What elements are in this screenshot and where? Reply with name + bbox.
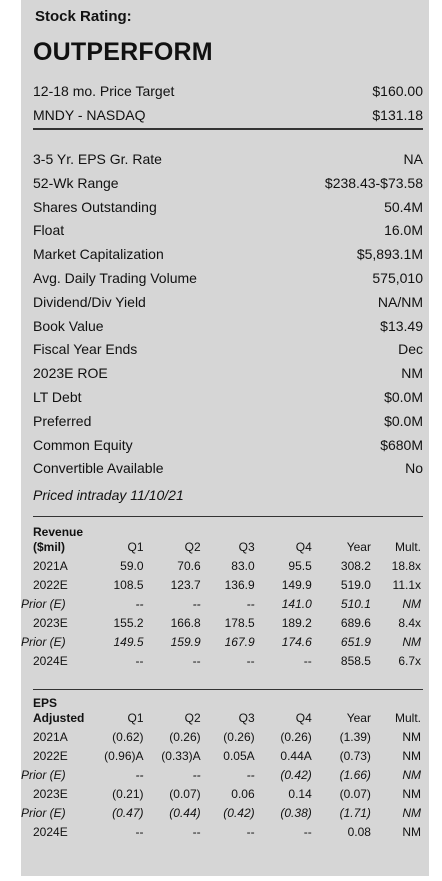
- table-cell: 149.5: [113, 635, 144, 649]
- table-cell: --: [135, 597, 144, 611]
- table-cell: 155.2: [113, 616, 144, 630]
- table-cell: NM: [402, 730, 421, 744]
- stat-row: [33, 148, 423, 170]
- table-cell: (0.38): [280, 806, 312, 820]
- revenue-table: [21, 519, 425, 671]
- table-row: [21, 823, 425, 842]
- row-label: Prior (E): [21, 597, 66, 611]
- table-cell: 189.2: [281, 616, 312, 630]
- stat-label: Common Equity: [33, 436, 133, 453]
- table-cell: --: [192, 654, 201, 668]
- table-cell: 8.4x: [398, 616, 421, 630]
- table-header-row: [21, 519, 425, 557]
- table-cell: --: [303, 654, 312, 668]
- column-header: Q4: [295, 711, 312, 725]
- table-title-line: Adjusted: [33, 711, 85, 725]
- stat-label: Convertible Available: [33, 460, 164, 477]
- stat-value: NA/NM: [377, 293, 423, 310]
- stat-value: $0.0M: [384, 389, 423, 405]
- table-cell: (0.73): [339, 749, 371, 763]
- stat-row: [33, 196, 423, 218]
- table-cell: 858.5: [340, 654, 371, 668]
- stat-row: [33, 267, 423, 289]
- stat-value: $13.49: [380, 317, 423, 334]
- table-cell: 18.8x: [391, 559, 421, 573]
- row-label: 2024E: [33, 825, 68, 839]
- table-cell: 141.0: [281, 597, 312, 611]
- column-header: Q1: [127, 711, 144, 725]
- table-cell: 167.9: [224, 635, 255, 649]
- table-cell: (0.47): [112, 806, 144, 820]
- column-header: Q3: [238, 540, 255, 554]
- table-title: [21, 519, 90, 557]
- table-cell: (0.26): [280, 730, 312, 744]
- column-header: Mult.: [394, 540, 421, 554]
- table-cell: --: [246, 597, 255, 611]
- column-header: Q2: [184, 540, 201, 554]
- table-cell: NM: [402, 768, 421, 782]
- divider: [33, 516, 423, 517]
- price-target-value: $160.00: [372, 83, 423, 99]
- table-cell: 0.14: [288, 787, 312, 801]
- stat-row: [33, 410, 423, 432]
- stat-value: NM: [401, 365, 423, 382]
- table-cell: (0.26): [169, 730, 201, 744]
- table-cell: NM: [402, 749, 421, 763]
- table-cell: 136.9: [224, 578, 255, 592]
- current-price-value: $131.18: [372, 107, 423, 123]
- row-label: 2023E: [33, 787, 68, 801]
- table-cell: --: [246, 825, 255, 839]
- table-cell: --: [135, 768, 144, 782]
- stat-value: $680M: [380, 436, 423, 453]
- table-cell: 95.5: [288, 559, 312, 573]
- table-cell: NM: [402, 806, 421, 820]
- stock-summary-panel: [21, 0, 429, 876]
- column-header: Year: [346, 711, 371, 725]
- stat-row: [33, 362, 423, 384]
- table-cell: 6.7x: [398, 654, 421, 668]
- table-cell: (0.21): [112, 787, 144, 801]
- table-row: [21, 804, 425, 823]
- stat-label: LT Debt: [33, 389, 82, 405]
- row-label: 2022E: [33, 749, 68, 763]
- table-title-line: EPS: [33, 696, 58, 710]
- row-label: Prior (E): [21, 635, 66, 649]
- table-cell: (0.42): [223, 806, 255, 820]
- row-label: Prior (E): [21, 768, 66, 782]
- table-cell: 83.0: [231, 559, 255, 573]
- table-row: [21, 747, 425, 766]
- stat-row: [33, 386, 423, 408]
- table-row: [21, 576, 425, 595]
- priced-note: Priced intraday 11/10/21: [33, 487, 184, 503]
- stat-label: Fiscal Year Ends: [33, 341, 138, 358]
- column-header: Year: [346, 540, 371, 554]
- stat-value: 575,010: [372, 270, 423, 286]
- stat-value: No: [405, 460, 423, 477]
- table-cell: 70.6: [177, 559, 201, 573]
- row-label: 2021A: [33, 730, 68, 744]
- table-cell: (0.33)A: [161, 749, 201, 763]
- stat-value: $238.43-$73.58: [324, 174, 423, 191]
- table-cell: 59.0: [120, 559, 144, 573]
- stat-label: Avg. Daily Trading Volume: [33, 270, 197, 286]
- table-cell: 108.5: [113, 578, 144, 592]
- row-label: Prior (E): [21, 806, 66, 820]
- stat-value: Dec: [398, 341, 423, 358]
- table-cell: (0.07): [339, 787, 371, 801]
- row-label: 2022E: [33, 578, 68, 592]
- table-cell: 159.9: [170, 635, 201, 649]
- table-cell: (0.96)A: [104, 749, 144, 763]
- table-cell: 178.5: [224, 616, 255, 630]
- stat-label: Shares Outstanding: [33, 198, 157, 215]
- table-cell: (0.07): [169, 787, 201, 801]
- row-label: 2024E: [33, 654, 68, 668]
- table-cell: 11.1x: [392, 578, 421, 592]
- table-cell: (1.39): [339, 730, 371, 744]
- stat-label: 52-Wk Range: [33, 174, 119, 191]
- table-cell: 519.0: [340, 578, 371, 592]
- row-label: 2023E: [33, 616, 68, 630]
- stat-label: Preferred: [33, 412, 92, 429]
- stat-label: Book Value: [33, 317, 104, 334]
- table-cell: 308.2: [340, 559, 371, 573]
- table-cell: --: [192, 768, 201, 782]
- ticker-price-row: [33, 104, 423, 126]
- eps-table: [21, 690, 425, 842]
- column-header: Mult.: [394, 711, 421, 725]
- table-cell: (1.71): [339, 806, 371, 820]
- stock-rating-value: OUTPERFORM: [33, 38, 213, 66]
- stat-label: Float: [33, 222, 65, 239]
- stat-value: NA: [403, 151, 423, 167]
- column-header: Q1: [127, 540, 144, 554]
- stat-row: [33, 338, 423, 360]
- table-cell: 174.6: [281, 635, 312, 649]
- stat-row: [33, 172, 423, 194]
- table-cell: --: [192, 597, 201, 611]
- table-row: [21, 614, 425, 633]
- stat-row: [33, 291, 423, 313]
- table-row: [21, 652, 425, 671]
- table-row: [21, 633, 425, 652]
- ticker-label: MNDY - NASDAQ: [33, 107, 146, 123]
- table-cell: NM: [402, 635, 421, 649]
- column-header: Q3: [238, 711, 255, 725]
- price-target-label: 12-18 mo. Price Target: [33, 83, 175, 99]
- table-cell: 0.44A: [280, 749, 312, 763]
- table-cell: 651.9: [340, 635, 371, 649]
- table-cell: (0.42): [280, 768, 312, 782]
- table-cell: --: [303, 825, 312, 839]
- table-cell: 0.08: [347, 825, 371, 839]
- table-cell: --: [192, 825, 201, 839]
- stat-value: $5,893.1M: [356, 246, 423, 263]
- table-row: [21, 766, 425, 785]
- stat-row: [33, 243, 423, 265]
- table-title-line: ($mil): [33, 540, 66, 554]
- stock-rating-label: Stock Rating:: [35, 8, 132, 25]
- table-row: [21, 728, 425, 747]
- table-cell: 149.9: [281, 578, 312, 592]
- table-header-row: [21, 690, 425, 728]
- price-target-row: [33, 80, 423, 102]
- table-cell: 0.06: [231, 787, 255, 801]
- table-cell: (0.44): [169, 806, 201, 820]
- table-title: [21, 690, 90, 728]
- column-header: Q2: [184, 711, 201, 725]
- table-cell: (1.66): [339, 768, 371, 782]
- table-row: [21, 557, 425, 576]
- table-cell: NM: [402, 597, 421, 611]
- table-cell: --: [246, 768, 255, 782]
- table-cell: (0.62): [112, 730, 144, 744]
- table-cell: 166.8: [170, 616, 201, 630]
- table-cell: 123.7: [170, 578, 201, 592]
- row-label: 2021A: [33, 559, 68, 573]
- table-cell: NM: [402, 825, 421, 839]
- table-cell: --: [135, 654, 144, 668]
- table-row: [21, 785, 425, 804]
- divider: [33, 128, 423, 130]
- stat-row: [33, 315, 423, 337]
- table-cell: 510.1: [340, 597, 371, 611]
- stat-row: [33, 434, 423, 456]
- table-cell: 0.05A: [223, 749, 255, 763]
- stat-value: 16.0M: [384, 222, 423, 239]
- table-cell: 689.6: [340, 616, 371, 630]
- table-cell: --: [246, 654, 255, 668]
- table-cell: NM: [402, 787, 421, 801]
- table-row: [21, 595, 425, 614]
- column-header: Q4: [295, 540, 312, 554]
- stat-value: 50.4M: [384, 198, 423, 215]
- table-cell: --: [135, 825, 144, 839]
- stat-label: 3-5 Yr. EPS Gr. Rate: [33, 151, 162, 167]
- stat-value: $0.0M: [384, 412, 423, 429]
- stat-label: Dividend/Div Yield: [33, 293, 146, 310]
- stat-label: Market Capitalization: [33, 246, 164, 263]
- stat-row: [33, 219, 423, 241]
- stat-row: [33, 457, 423, 479]
- stat-label: 2023E ROE: [33, 365, 108, 382]
- table-title-line: Revenue: [33, 525, 84, 539]
- table-cell: (0.26): [223, 730, 255, 744]
